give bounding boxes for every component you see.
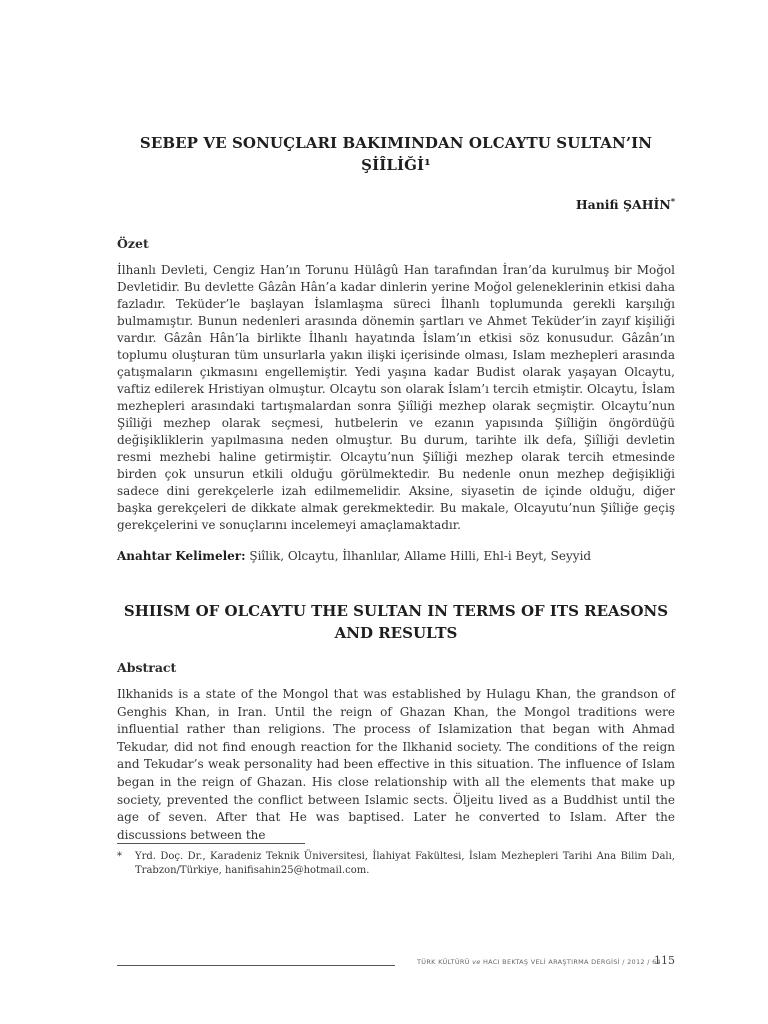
english-title-line1: SHIISM OF OLCAYTU THE SULTAN IN TERMS OF ITS REASONS [123, 602, 669, 620]
english-title-line2: AND RESULTS [334, 624, 458, 642]
footnote-text: Yrd. Doç. Dr., Karadeniz Teknik Üniversitesi, İlahiyat Fakültesi, İslam Mezhepleri Tarihi Ana Bilim Dalı, Trabzon/Türkiye, hanifisahin25@hotmail.com. [135, 851, 675, 876]
ozet-heading: Özet [117, 236, 149, 251]
keywords-label: Anahtar Kelimeler: [117, 549, 246, 563]
turkish-title-line1: SEBEP VE SONUÇLARI BAKIMINDAN OLCAYTU SULTAN’IN [139, 134, 653, 152]
keywords-text: Şiîlik, Olcaytu, İlhanlılar, Allame Hilli, Ehl-i Beyt, Seyyid [245, 549, 592, 563]
journal-name-part2: HACI BEKTAŞ VELİ ARAŞTIRMA DERGİSİ / 2012 / 64 [482, 958, 661, 966]
keywords-line [117, 548, 675, 565]
journal-name-ve: ve [469, 958, 483, 966]
footnote-mark: * [117, 851, 122, 862]
page-number: 115 [654, 954, 675, 967]
journal-name-part1: TÜRK KÜLTÜRÜ [417, 958, 470, 966]
english-title [117, 600, 675, 644]
author-name [576, 196, 675, 212]
turkish-title [117, 132, 675, 176]
turkish-title-line2: ŞİÎLİĞİ¹ [361, 156, 431, 174]
ozet-paragraph: İlhanlı Devleti, Cengiz Han’ın Torunu Hülâgû Han tarafından İran’da kurulmuş bir Moğol Devletidir. Bu devlette Gâzân Hân’a kadar dinlerin yerine Moğol geleneklerinin etkisi daha fazladır. Teküder’le başlayan İslamlaşma süreci İlhanlı toplumunda gerekli karşılığı bulmamıştır. Bunun nedenleri arasında dönemin şartları ve Ahmet Teküder’in zayıf kişiliği vardır. Gâzân Hân’la birlikte İlhanlı hayatında İslam’ın etkisi söz konusudur. Gâzân’ın toplumu oluşturan tüm unsurlarla yakın ilişki içerisinde olması, Islam mezhepleri arasında çatışmaların çıkmasını engellemiştir. Yedi yaşına kadar Budist olarak yaşayan Olcaytu, vaftiz edilerek Hristiyan olmuştur. Olcaytu son olarak İslam’ı tercih etmiştir. Olcaytu, İslam mezhepleri arasındaki tartışmalardan sonra Şiîliği mezhep olarak seçmiştir. Olcaytu’nun Şiîliği mezhep olarak seçmesi, hutbelerin ve ezanın yapısında Şiîliğin öngördüğü değişikliklerin yapılmasına neden olmuştur. Bu durum, tarihte ilk defa, Şiîliği devletin resmi mezhebi haline getirmiştir. Olcaytu’nun Şiîliği mezhep olarak tercih etmesinde birden çok unsurun etkili olduğu görülmektedir. Bu nedenle onun mezhep değişikliği sadece dini gerekçelerle izah edilmemelidir. Aksine, siyasetin de içinde olduğu, diğer başka gerekçeleri de dikkate almak gerekmektedir. Bu makale, Olcayutu’nun Şiîliğe geçiş gerekçelerini ve sonuçlarını incelemeyi amaçlamaktadır. [117, 263, 675, 532]
abstract-paragraph: Ilkhanids is a state of the Mongol that was established by Hulagu Khan, the grandson of Genghis Khan, in Iran. Until the reign of Ghazan Khan, the Mongol traditions were influential rather than religions. The process of Islamization that began with Ahmad Tekudar, did not find enough reaction for the Ilkhanid society. The conditions of the reign and Tekudar’s weak personality had been effective in this situation. The influence of Islam began in the reign of Ghazan. His close relationship with all the elements that make up society, prevented the conflict between Islamic sects. Öljeitu lived as a Buddhist until the age of seven. After that He was baptised. Later he converted to Islam. After the discussions between the [117, 687, 675, 842]
footer-divider [117, 965, 395, 966]
footnote-divider [117, 843, 305, 844]
author-footnote-mark: * [670, 196, 675, 206]
abstract-heading: Abstract [117, 660, 177, 675]
footnote [117, 850, 675, 878]
journal-name [417, 958, 661, 966]
author-text: Hanifi ŞAHİN [575, 197, 671, 213]
